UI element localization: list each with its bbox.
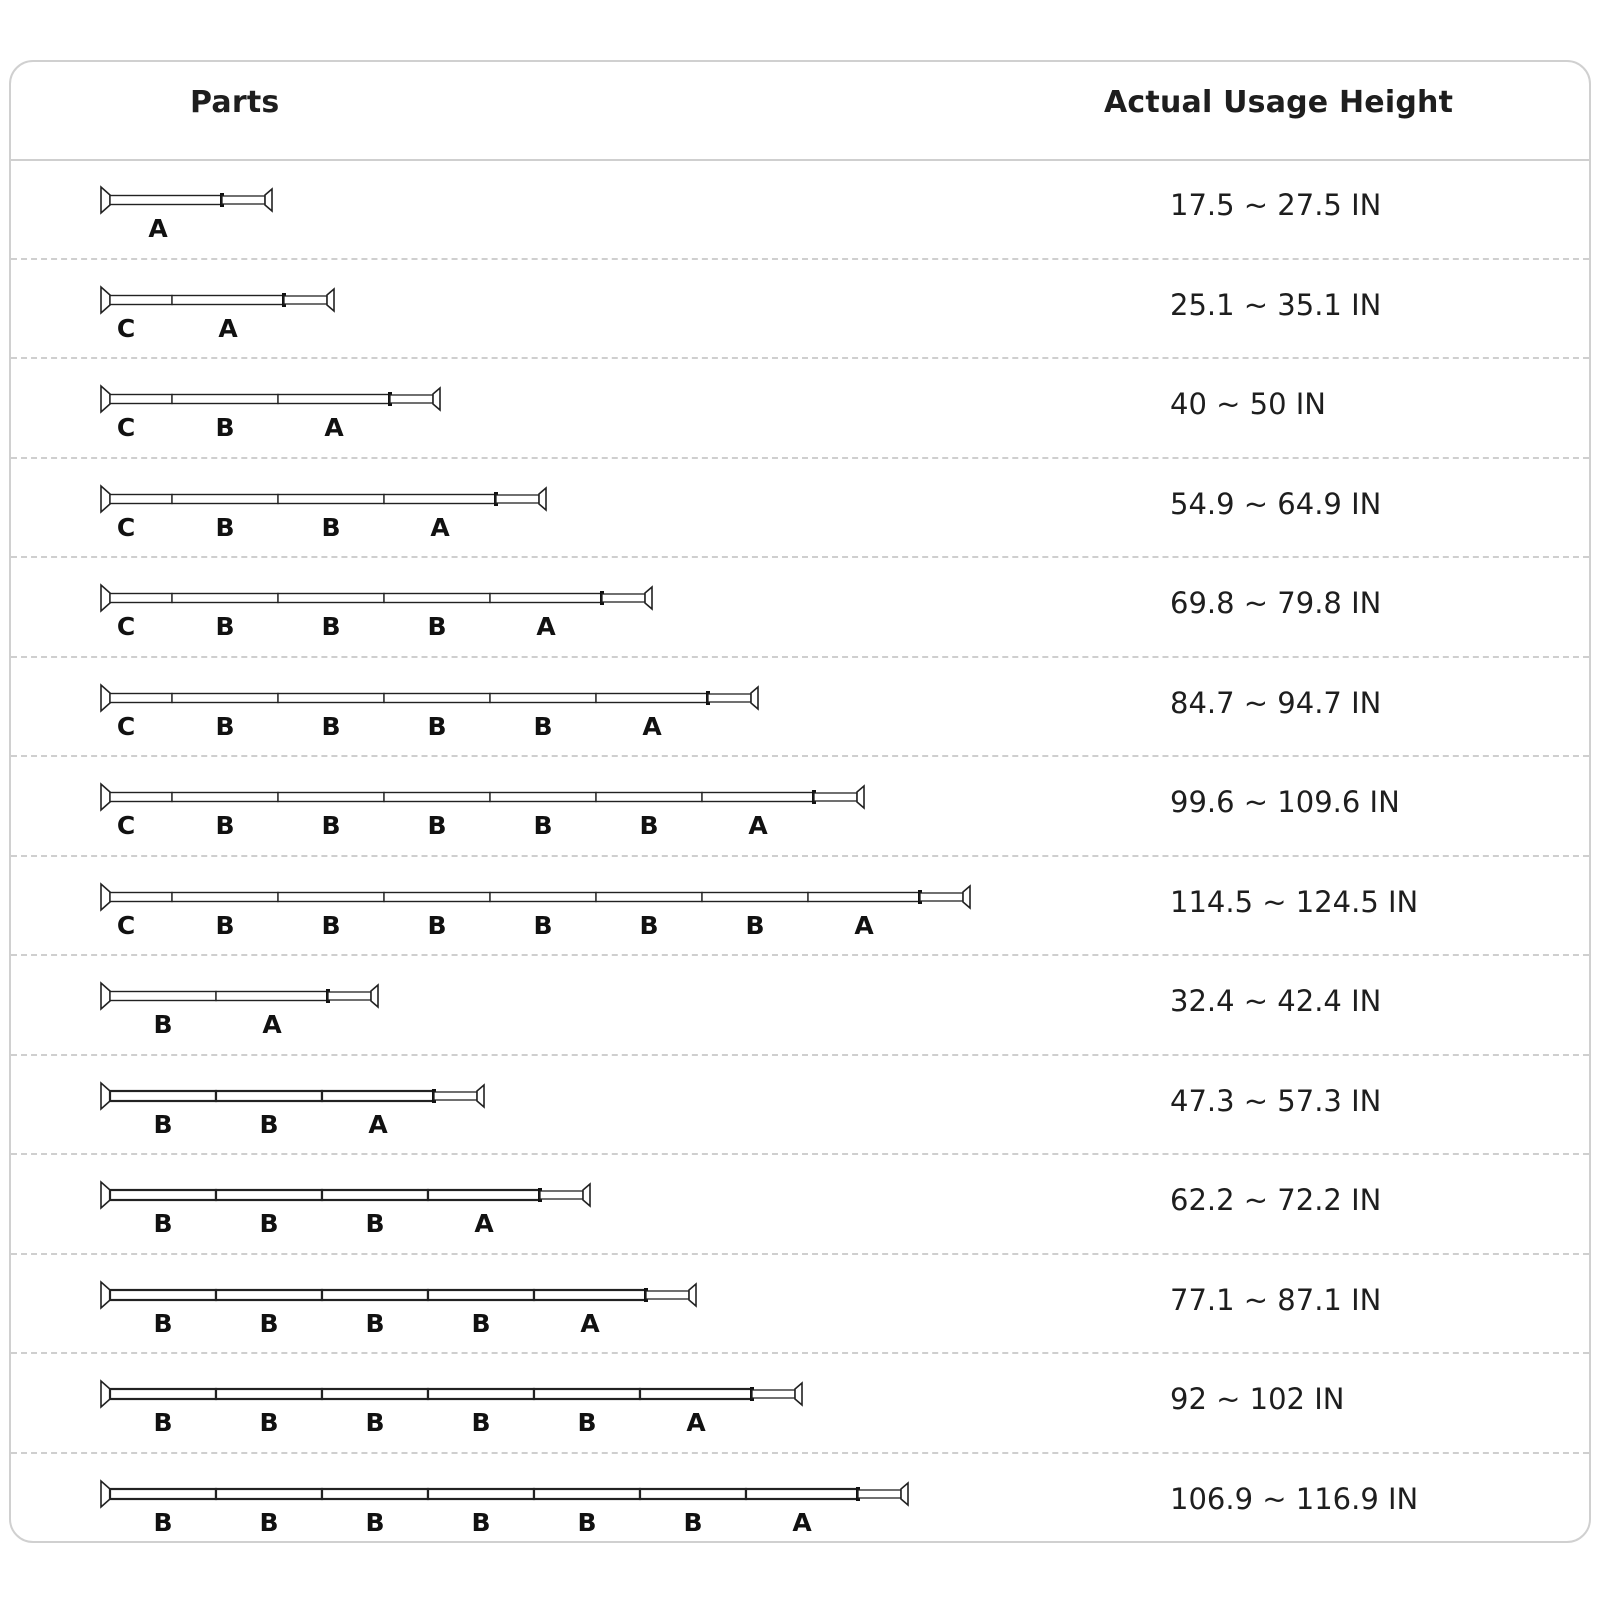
rod-segment-B [428, 1290, 534, 1300]
rod-diagram [101, 1282, 696, 1338]
rod-diagram [101, 1182, 590, 1238]
parts-column-header: Parts [190, 85, 280, 120]
usage-height-value: 62.2 ~ 72.2 IN [1170, 1183, 1382, 1217]
part-label: A [686, 1408, 706, 1437]
rod-diagram [101, 187, 272, 243]
usage-height-value: 25.1 ~ 35.1 IN [1170, 288, 1382, 322]
rod-segment-C [110, 395, 172, 404]
part-label: C [116, 811, 136, 840]
rod-diagram [101, 983, 378, 1039]
usage-height-value: 106.9 ~ 116.9 IN [1170, 1482, 1419, 1516]
rod-segment-B [172, 495, 278, 504]
inner-tube [708, 694, 751, 702]
part-label: B [471, 1408, 491, 1437]
part-label: B [153, 1408, 173, 1437]
left-end-cap [101, 983, 110, 1009]
part-label: A [262, 1010, 282, 1039]
rod-diagram [101, 1083, 484, 1139]
rod-segment-B [490, 793, 596, 802]
part-label: A [642, 712, 662, 741]
inner-tube [434, 1092, 477, 1100]
part-label: A [854, 911, 874, 940]
part-label: B [259, 1110, 279, 1139]
left-end-cap [101, 884, 110, 910]
part-label: C [116, 413, 136, 442]
rod-segment-C [110, 694, 172, 703]
rod-segment-C [110, 495, 172, 504]
part-label: A [792, 1508, 812, 1537]
part-label: A [324, 413, 344, 442]
usage-height-value: 77.1 ~ 87.1 IN [1170, 1283, 1382, 1317]
rod-diagram [101, 287, 334, 343]
usage-height-value: 32.4 ~ 42.4 IN [1170, 984, 1382, 1018]
part-label: A [148, 214, 168, 243]
inner-tube [328, 992, 371, 1000]
left-end-cap [101, 187, 110, 213]
inner-tube [540, 1191, 583, 1199]
right-end-cap [963, 886, 970, 908]
right-end-cap [477, 1085, 484, 1107]
right-end-cap [795, 1383, 802, 1405]
part-label: B [153, 1010, 173, 1039]
inner-tube [222, 196, 265, 204]
part-label: B [321, 911, 341, 940]
right-end-cap [583, 1184, 590, 1206]
part-label: B [427, 612, 447, 641]
rod-segment-A [172, 296, 284, 305]
rod-segment-B [640, 1489, 746, 1499]
part-label: B [533, 712, 553, 741]
rod-segment-B [216, 1091, 322, 1101]
right-end-cap [433, 388, 440, 410]
rod-segment-B [110, 1489, 216, 1499]
rod-segment-A [384, 495, 496, 504]
rod-segment-B [322, 1290, 428, 1300]
inner-tube [814, 793, 857, 801]
part-label: B [215, 811, 235, 840]
left-end-cap [101, 585, 110, 611]
rod-segment-A [216, 992, 328, 1001]
rod-segment-B [534, 1489, 640, 1499]
part-label: C [116, 911, 136, 940]
part-label: C [116, 314, 136, 343]
inner-tube [858, 1490, 901, 1498]
rod-segment-B [322, 1190, 428, 1200]
part-label: B [215, 413, 235, 442]
usage-height-value: 54.9 ~ 64.9 IN [1170, 487, 1382, 521]
rod-segment-B [596, 793, 702, 802]
rod-segment-B [490, 694, 596, 703]
left-end-cap [101, 1182, 110, 1208]
left-end-cap [101, 1083, 110, 1109]
part-label: B [639, 911, 659, 940]
part-label: B [427, 712, 447, 741]
part-label: B [365, 1209, 385, 1238]
rod-segment-A [490, 594, 602, 603]
rod-diagram [101, 884, 970, 940]
rod-segment-B [596, 893, 702, 902]
rod-segment-B [110, 992, 216, 1001]
rod-segment-B [384, 694, 490, 703]
right-end-cap [265, 189, 272, 211]
right-end-cap [689, 1284, 696, 1306]
inner-tube [646, 1291, 689, 1299]
part-label: A [580, 1309, 600, 1338]
rod-segment-B [278, 594, 384, 603]
part-label: B [639, 811, 659, 840]
rod-segment-B [278, 694, 384, 703]
rod-segment-C [110, 793, 172, 802]
part-label: B [215, 513, 235, 542]
rod-segment-B [172, 793, 278, 802]
right-end-cap [857, 786, 864, 808]
rod-segment-B [172, 594, 278, 603]
rod-segment-B [110, 1091, 216, 1101]
right-end-cap [645, 587, 652, 609]
rod-segment-A [322, 1091, 434, 1101]
rod-segment-B [490, 893, 596, 902]
rod-diagram [101, 486, 546, 542]
inner-tube [602, 594, 645, 602]
part-label: B [365, 1309, 385, 1338]
left-end-cap [101, 386, 110, 412]
rod-segment-B [534, 1389, 640, 1399]
rod-diagram [101, 585, 652, 641]
rod-segment-A [702, 793, 814, 802]
right-end-cap [539, 488, 546, 510]
rod-segment-B [110, 1190, 216, 1200]
part-label: A [474, 1209, 494, 1238]
part-label: B [153, 1508, 173, 1537]
part-label: B [153, 1110, 173, 1139]
part-label: C [116, 513, 136, 542]
rod-diagram [101, 784, 864, 840]
rod-segment-B [110, 1290, 216, 1300]
part-label: A [218, 314, 238, 343]
part-label: B [365, 1508, 385, 1537]
part-label: B [259, 1209, 279, 1238]
part-label: A [430, 513, 450, 542]
left-end-cap [101, 685, 110, 711]
left-end-cap [101, 287, 110, 313]
rod-segment-B [702, 893, 808, 902]
rod-segment-A [640, 1389, 752, 1399]
part-label: B [577, 1508, 597, 1537]
right-end-cap [327, 289, 334, 311]
usage-height-value: 17.5 ~ 27.5 IN [1170, 188, 1382, 222]
inner-tube [496, 495, 539, 503]
rod-segment-B [278, 893, 384, 902]
rod-segment-B [278, 495, 384, 504]
rod-segment-B [172, 893, 278, 902]
part-label: B [745, 911, 765, 940]
part-label: B [321, 513, 341, 542]
rod-segment-B [216, 1290, 322, 1300]
part-label: B [321, 612, 341, 641]
part-label: C [116, 612, 136, 641]
part-label: B [215, 911, 235, 940]
left-end-cap [101, 486, 110, 512]
part-label: B [533, 811, 553, 840]
rod-segment-A [534, 1290, 646, 1300]
inner-tube [752, 1390, 795, 1398]
left-end-cap [101, 1481, 110, 1507]
usage-height-value: 69.8 ~ 79.8 IN [1170, 586, 1382, 620]
right-end-cap [751, 687, 758, 709]
part-label: B [259, 1508, 279, 1537]
usage-height-value: 99.6 ~ 109.6 IN [1170, 785, 1400, 819]
part-label: B [153, 1209, 173, 1238]
rod-segment-A [278, 395, 390, 404]
rod-segment-B [384, 594, 490, 603]
part-label: A [368, 1110, 388, 1139]
rod-segment-B [172, 694, 278, 703]
rod-segment-B [110, 1389, 216, 1399]
rod-diagram [101, 386, 440, 442]
left-end-cap [101, 784, 110, 810]
part-label: A [536, 612, 556, 641]
usage-height-value: 40 ~ 50 IN [1170, 387, 1327, 421]
left-end-cap [101, 1282, 110, 1308]
part-label: B [321, 811, 341, 840]
part-label: B [259, 1309, 279, 1338]
part-label: B [365, 1408, 385, 1437]
part-label: B [577, 1408, 597, 1437]
part-label: A [748, 811, 768, 840]
part-label: B [683, 1508, 703, 1537]
inner-tube [284, 296, 327, 304]
right-end-cap [371, 985, 378, 1007]
rod-segment-B [216, 1389, 322, 1399]
rod-segment-B [322, 1389, 428, 1399]
rod-segment-B [216, 1190, 322, 1200]
rod-segment-B [384, 893, 490, 902]
part-label: B [427, 911, 447, 940]
height-column-header: Actual Usage Height [1104, 85, 1454, 120]
usage-height-value: 114.5 ~ 124.5 IN [1170, 885, 1419, 919]
rod-diagram [101, 685, 758, 741]
inner-tube [920, 893, 963, 901]
part-label: B [153, 1309, 173, 1338]
part-label: B [471, 1309, 491, 1338]
rod-segment-B [384, 793, 490, 802]
rod-segment-B [278, 793, 384, 802]
part-label: B [533, 911, 553, 940]
rod-segment-B [428, 1489, 534, 1499]
rod-segment-C [110, 296, 172, 305]
right-end-cap [901, 1483, 908, 1505]
rod-segment-A [428, 1190, 540, 1200]
rod-segment-B [428, 1389, 534, 1399]
rod-segment-C [110, 594, 172, 603]
part-label: B [427, 811, 447, 840]
rod-segment-A [808, 893, 920, 902]
usage-height-value: 84.7 ~ 94.7 IN [1170, 686, 1382, 720]
part-label: B [215, 712, 235, 741]
rod-segment-A [110, 196, 222, 205]
rod-segment-A [746, 1489, 858, 1499]
usage-height-value: 92 ~ 102 IN [1170, 1382, 1345, 1416]
left-end-cap [101, 1381, 110, 1407]
rod-diagram [101, 1381, 802, 1437]
rod-segment-A [596, 694, 708, 703]
part-label: B [259, 1408, 279, 1437]
part-label: B [215, 612, 235, 641]
rod-segment-B [322, 1489, 428, 1499]
usage-height-value: 47.3 ~ 57.3 IN [1170, 1084, 1382, 1118]
rod-diagram [101, 1481, 908, 1537]
part-label: B [471, 1508, 491, 1537]
rod-segment-C [110, 893, 172, 902]
part-label: C [116, 712, 136, 741]
rod-segment-B [216, 1489, 322, 1499]
inner-tube [390, 395, 433, 403]
rod-segment-B [172, 395, 278, 404]
part-label: B [321, 712, 341, 741]
